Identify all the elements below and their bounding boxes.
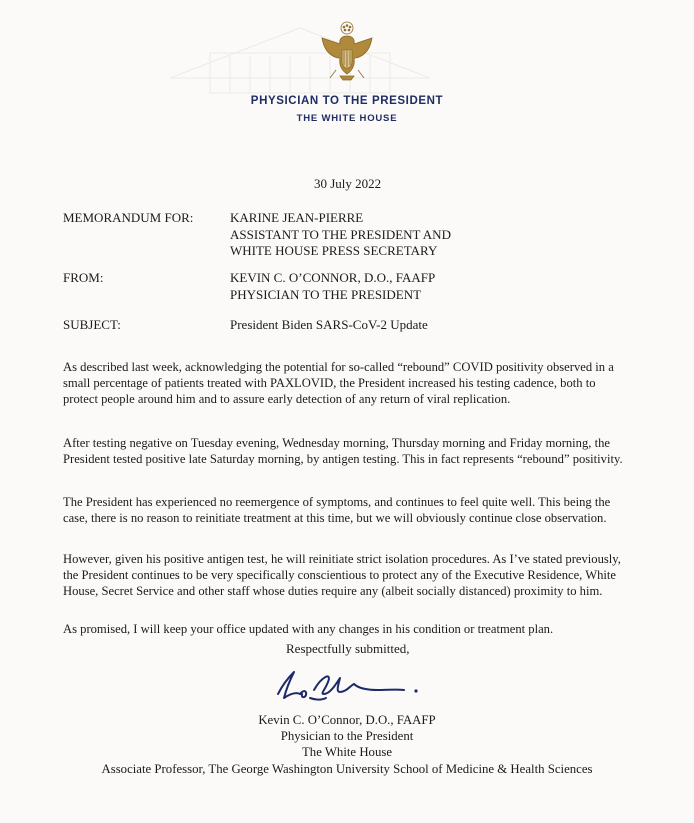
memo-from-label: FROM: <box>63 270 104 285</box>
closing-phrase: Respectfully submitted, <box>286 641 410 656</box>
body-paragraph-1: As described last week, acknowledging the potential for so-called “rebound” COVID positivity observed in a small percentage of patients treated with PAXLOVID, the President increased his testing cadence, both to protect people around him and to assure early detection of any return of viral replication. <box>63 360 614 407</box>
sender-line: PHYSICIAN TO THE PRESIDENT <box>230 286 422 302</box>
letterhead-title: PHYSICIAN TO THE PRESIDENT <box>250 95 444 107</box>
body-paragraph-3: The President has experienced no reemergence of symptoms, and continues to feel quite well. This being the case, there is no reason to reinitiate treatment at this time, but we will obviously continue close observation. <box>63 495 611 526</box>
signer-name: Kevin C. O’Connor, D.O., FAAFP <box>258 713 436 727</box>
signer-title: Physician to the President <box>280 729 414 743</box>
eagle-seal-icon <box>318 20 376 82</box>
memo-from-sender <box>230 270 435 303</box>
memo-subject: President Biden SARS-CoV-2 Update <box>230 317 428 332</box>
recipient-line: KARINE JEAN-PIERRE <box>230 210 364 225</box>
recipient-line: WHITE HOUSE PRESS SECRETARY <box>230 243 438 258</box>
handwritten-signature <box>270 664 430 706</box>
signer-affiliation: Associate Professor, The George Washington University School of Medicine & Health Sciences <box>101 762 593 776</box>
recipient-line: ASSISTANT TO THE PRESIDENT AND <box>230 226 451 242</box>
body-paragraph-5: As promised, I will keep your office updated with any changes in his condition or treatment plan. <box>63 622 554 636</box>
letterhead-subtitle: THE WHITE HOUSE <box>296 113 398 124</box>
memo-for-label: MEMORANDUM FOR: <box>63 210 194 225</box>
body-paragraph-2: After testing negative on Tuesday evening, Wednesday morning, Thursday morning and Friday morning, the President tested positive late Saturday morning, by antigen testing. This in fact represents “rebound” positivity. <box>63 436 623 467</box>
memo-for-recipient <box>230 210 451 260</box>
signer-office: The White House <box>301 745 393 759</box>
body-paragraph-4: However, given his positive antigen test, he will reinitiate strict isolation procedures. As I’ve stated previously, the President continues to be very specifically conscientious to protect any of the Executive Residence, White House, Secret Service and other staff whose duties require any (albeit socially distanced) proximity to him. <box>63 552 621 599</box>
white-house-watermark-icon <box>150 8 450 98</box>
sender-line: KEVIN C. O’CONNOR, D.O., FAAFP <box>230 270 436 285</box>
memo-date: 30 July 2022 <box>314 176 382 191</box>
memo-subject-label: SUBJECT: <box>63 317 121 332</box>
